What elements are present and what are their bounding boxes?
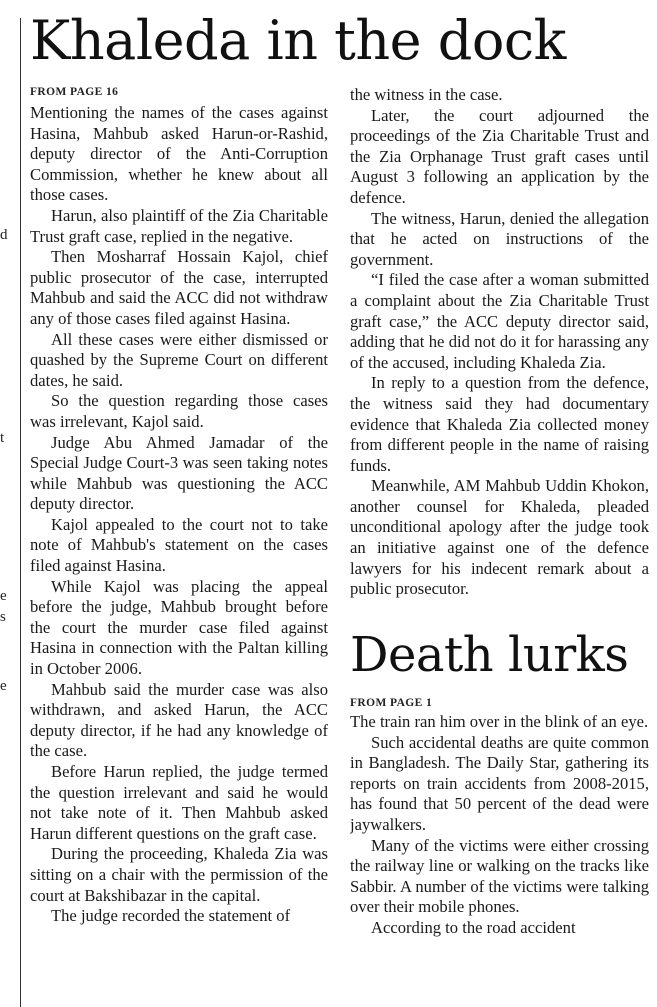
paragraph: In reply to a question from the defence, the witness said they had documentary evidence that Khaleda Zia collected money from different people in the name of raising funds. <box>350 373 649 475</box>
paragraph: Judge Abu Ahmed Jamadar of the Special Judge Court-3 was seen taking notes while Mahbub was questioning the ACC deputy director. <box>30 432 328 514</box>
headline-death-lurks: Death lurks <box>350 627 629 683</box>
margin-fragment: s <box>0 609 6 625</box>
paragraph: Then Mosharraf Hossain Kajol, chief public prosecutor of the case, interrupted Mahbub and said the ACC did not withdraw any of those cases filed against Hasina. <box>30 247 328 328</box>
paragraph: According to the road accident <box>371 917 576 937</box>
margin-fragment: e <box>0 588 7 604</box>
margin-fragment: t <box>0 430 5 446</box>
paragraph: the witness in the case. <box>350 85 503 104</box>
paragraph: During the proceeding, Khaleda Zia was sitting on a chair with the permission of the court at Bakshibazar in the capital. <box>30 844 328 905</box>
paragraph: Harun, also plaintiff of the Zia Charitable Trust graft case, replied in the negative. <box>30 205 328 246</box>
paragraph: Many of the victims were either crossing the railway line or walking on the tracks like Sabbir. A number of the victims were talking over their mobile phones. <box>350 835 649 917</box>
paragraph: Such accidental deaths are quite common in Bangladesh. The Daily Star, gathering its reports on train accidents from 2008-2015, has found that 50 percent of the dead were jaywalkers. <box>350 732 649 834</box>
margin-fragment: e <box>0 678 7 694</box>
paragraph: Mentioning the names of the cases against Hasina, Mahbub asked Harun-or-Rashid, deputy director of the Anti-Corruption Commission, whether he knew about all those cases. <box>30 103 328 205</box>
margin-fragment: d <box>0 227 8 243</box>
paragraph: Meanwhile, AM Mahbub Uddin Khokon, another counsel for Khaleda, pleaded unconditional apology after the judge took an initiative against one of the defence lawyers for his indecent remark about a public prosecutor. <box>350 476 649 599</box>
paragraph: “I filed the case after a woman submitted a complaint about the Zia Charitable Trust graft case,” the ACC deputy director said, adding that he did not do it for harassing any of the accused, including Khaleda Zia. <box>350 270 649 372</box>
paragraph: Later, the court adjourned the proceedings of the Zia Charitable Trust and the Zia Orphanage Trust graft cases until August 3 following an application by the defence. <box>350 105 649 207</box>
paragraph: The judge recorded the statement of <box>51 906 291 926</box>
paragraph: The witness, Harun, denied the allegation that he acted on instructions of the government. <box>350 208 649 269</box>
headline-khaleda: Khaleda in the dock <box>30 9 566 72</box>
jump-label-story2: FROM PAGE 1 <box>350 697 433 709</box>
jump-label-story1: FROM PAGE 16 <box>30 86 119 98</box>
column-rule <box>20 18 21 1007</box>
paragraph: Kajol appealed to the court not to take note of Mahbub's statement on the cases filed against Hasina. <box>30 514 328 576</box>
story2-column <box>350 712 649 1007</box>
paragraph: Before Harun replied, the judge termed the question irrelevant and said he would not take note of it. Then Mahbub asked Harun different questions on the graft case. <box>30 762 328 843</box>
paragraph: The train ran him over in the blink of an eye. <box>350 712 649 731</box>
paragraph: So the question regarding those cases was irrelevant, Kajol said. <box>30 391 328 431</box>
story1-right-column <box>350 85 649 630</box>
paragraph: While Kajol was placing the appeal before the judge, Mahbub brought before the court the murder case filed against Hasina in connection with the Paltan killing in October 2006. <box>30 576 328 679</box>
paragraph: All these cases were either dismissed or quashed by the Supreme Court on different dates, he said. <box>30 329 328 390</box>
story1-left-column <box>30 103 328 1007</box>
paragraph: Mahbub said the murder case was also withdrawn, and asked Harun, the ACC deputy director, if he had any knowledge of the case. <box>30 679 328 761</box>
